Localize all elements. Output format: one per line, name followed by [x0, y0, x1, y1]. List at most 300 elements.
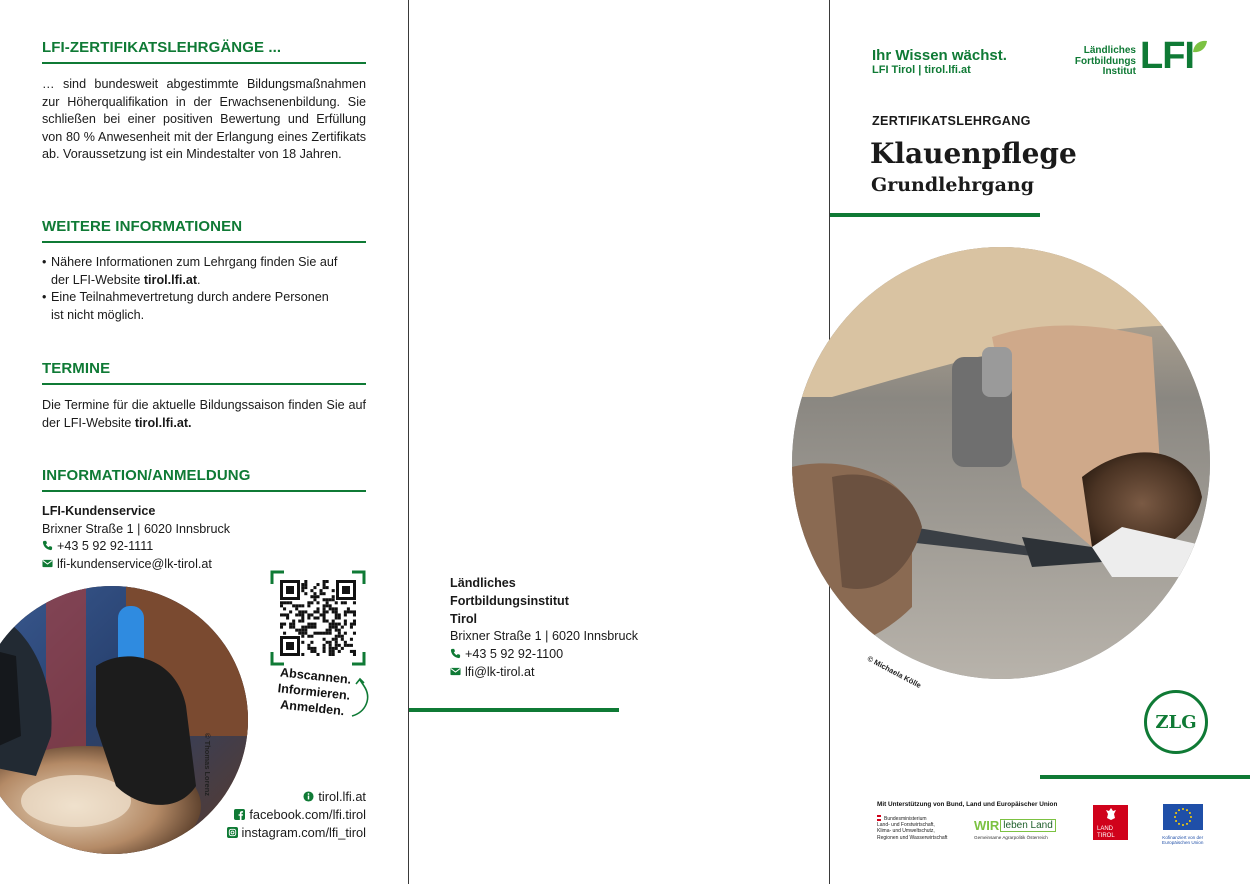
qr-module [338, 632, 341, 635]
social-links [227, 788, 366, 842]
qr-module [353, 623, 356, 626]
eu-star [1178, 809, 1180, 811]
qr-module [323, 604, 326, 607]
qr-module [310, 641, 313, 644]
qr-module [307, 644, 310, 647]
qr-module [301, 632, 304, 635]
wir-text: WIR [974, 817, 1000, 833]
institute-name-3: Tirol [450, 611, 478, 626]
qr-module [326, 610, 329, 613]
qr-module [301, 583, 304, 586]
qr-module [280, 623, 283, 626]
institute-mail-row[interactable] [450, 664, 638, 682]
qr-module [332, 595, 335, 598]
qr-module [280, 626, 283, 629]
qr-module [310, 635, 313, 638]
photo-credit-left: © Thomas Lorenz [203, 733, 212, 797]
bm-line-3: Klima- und Umweltschutz, [877, 828, 935, 835]
qr-module [313, 598, 316, 601]
qr-module [335, 641, 338, 644]
qr-module [335, 647, 338, 650]
info-bullet-2: • Eine Teilnahmevertretung durch andere Personen ist nicht möglich. [42, 289, 342, 324]
qr-module [313, 610, 316, 613]
qr-module [329, 629, 332, 632]
austria-flag-icon [877, 815, 881, 821]
qr-module [295, 604, 298, 607]
tirol-text: TIROL [1097, 832, 1115, 839]
bullet-1-end: . [197, 272, 201, 287]
qr-module [298, 632, 301, 635]
qr-module [344, 601, 347, 604]
qr-module [301, 626, 304, 629]
qr-module [326, 580, 329, 583]
qr-module [329, 623, 332, 626]
paragraph-zertifikatslehrgaenge: … sind bundesweit abgestimmte Bildungsmaßnahmen zur Höherqualifikation in der Erwachsenenbildung. Sie schließen bei einer positiven Bewertung und Erfüllung von 80 % Anwesenheit mit der Erlangung eines Zertifikats ab. Voraussetzung ist ein Mindestalter von 18 Jahren. [42, 77, 366, 162]
qr-module [326, 598, 329, 601]
termine-text: Die Termine für die aktuelle Bildungssaison finden Sie auf der LFI-Website [42, 398, 366, 430]
wir-wordmark [974, 817, 1056, 833]
qr-module [307, 623, 310, 626]
qr-module [338, 613, 341, 616]
qr-module [353, 601, 356, 604]
mail-icon [42, 558, 53, 569]
qr-module [307, 647, 310, 650]
qr-module [350, 610, 353, 613]
qr-module [353, 632, 356, 635]
qr-module [326, 620, 329, 623]
qr-module [353, 620, 356, 623]
qr-module [341, 601, 344, 604]
qr-module [332, 647, 335, 650]
eu-star [1174, 816, 1176, 818]
qr-module [323, 586, 326, 589]
qr-module [301, 610, 304, 613]
qr-module [316, 607, 319, 610]
qr-module [323, 616, 326, 619]
qr-module [301, 641, 304, 644]
termine-link[interactable]: tirol.lfi.at. [134, 415, 192, 430]
qr-module [344, 613, 347, 616]
qr-module [283, 623, 286, 626]
paragraph-termine [42, 397, 366, 432]
eu-star [1190, 816, 1192, 818]
qr-module [301, 629, 304, 632]
bullet-1-link[interactable]: tirol.lfi.at [143, 272, 198, 287]
website-text: tirol.lfi.at [318, 789, 366, 804]
eu-star [1178, 823, 1180, 825]
bm-flag-row [877, 815, 947, 822]
qr-module [323, 647, 326, 650]
qr-module [341, 635, 344, 638]
qr-module [292, 620, 295, 623]
bm-line-1: Bundesministerium [884, 816, 927, 822]
qr-module [316, 632, 319, 635]
eu-star [1189, 812, 1191, 814]
qr-module [301, 653, 304, 656]
qr-module [329, 632, 332, 635]
qr-module [326, 604, 329, 607]
qr-module [286, 613, 289, 616]
qr-module [353, 610, 356, 613]
qr-module [286, 601, 289, 604]
qr-module [347, 644, 350, 647]
eu-line-2: Europäischen Union [1162, 840, 1204, 846]
photo-hoof-nippers-illustration [792, 247, 1210, 679]
qr-module [316, 610, 319, 613]
facebook-link[interactable] [227, 806, 366, 824]
qr-module [326, 632, 329, 635]
qr-module [304, 626, 307, 629]
qr-module [292, 626, 295, 629]
qr-module [313, 616, 316, 619]
bm-logo [877, 815, 947, 841]
photo-hoof-trimming-knife [0, 586, 248, 854]
qr-module [332, 598, 335, 601]
qr-module [329, 598, 332, 601]
qr-module [295, 629, 298, 632]
qr-module [298, 629, 301, 632]
qr-module [310, 613, 313, 616]
qr-module [332, 620, 335, 623]
qr-module [344, 632, 347, 635]
lfi-logo [1068, 34, 1210, 80]
phone-icon [42, 540, 53, 551]
qr-call-to-action [272, 664, 357, 720]
instagram-link[interactable] [227, 824, 366, 842]
qr-module [310, 626, 313, 629]
qr-module [323, 644, 326, 647]
qr-module [341, 638, 344, 641]
qr-module [313, 595, 316, 598]
qr-module [353, 653, 356, 656]
qr-code[interactable] [270, 570, 366, 666]
qr-module [323, 583, 326, 586]
qr-module [283, 607, 286, 610]
qr-module [347, 607, 350, 610]
qr-module [304, 592, 307, 595]
qr-text-anmelden: Anmelden. [279, 697, 346, 719]
qr-module [286, 616, 289, 619]
qr-module [335, 626, 338, 629]
phone-icon [450, 648, 461, 659]
qr-module [329, 653, 332, 656]
qr-module [310, 589, 313, 592]
eu-star [1189, 820, 1191, 822]
lfi-address-block [450, 575, 638, 682]
qr-module [338, 650, 341, 653]
qr-module [310, 601, 313, 604]
qr-module [313, 623, 316, 626]
arrow-icon [348, 676, 374, 720]
photo-hoof-nippers [792, 247, 1210, 679]
qr-module [332, 653, 335, 656]
qr-module [344, 623, 347, 626]
institute-address: Brixner Straße 1 | 6020 Innsbruck [450, 629, 639, 644]
facebook-icon [234, 809, 245, 820]
qr-module [280, 604, 283, 607]
qr-text-abscannen: Abscannen. [279, 665, 352, 687]
title: Klauenpflege [870, 137, 1077, 170]
qr-text-informieren: Informieren. [277, 681, 351, 703]
support-text: Mit Unterstützung von Bund, Land und Europäischer Union [877, 801, 1058, 808]
qr-module [289, 623, 292, 626]
slogan-sub[interactable]: LFI Tirol | tirol.lfi.at [872, 64, 971, 76]
qr-module [353, 650, 356, 653]
qr-module [298, 610, 301, 613]
instagram-icon [227, 827, 238, 838]
qr-module [313, 626, 316, 629]
bm-line-2: Land- und Forstwirtschaft, [877, 822, 935, 829]
qr-module [347, 610, 350, 613]
eu-logo [1162, 804, 1203, 846]
qr-module [313, 586, 316, 589]
qr-module [307, 604, 310, 607]
qr-module [326, 629, 329, 632]
heading-zertifikatslehrgaenge: LFI-ZERTIFIKATSLEHRGÄNGE ... [42, 39, 366, 64]
qr-module [316, 601, 319, 604]
qr-module [329, 641, 332, 644]
institute-mail: lfi@lk-tirol.at [465, 664, 535, 679]
qr-module [323, 598, 326, 601]
qr-module [320, 592, 323, 595]
qr-module [329, 644, 332, 647]
kundenservice-contact [42, 503, 366, 573]
qr-module [316, 595, 319, 598]
fold-line-left [408, 0, 409, 884]
slogan: Ihr Wissen wächst. [872, 47, 1007, 64]
info-bullet-list [42, 254, 342, 324]
eu-star [1182, 824, 1184, 826]
land-text: LAND [1097, 826, 1114, 832]
qr-module [323, 592, 326, 595]
qr-module [307, 616, 310, 619]
land-tirol-logo [1093, 805, 1128, 840]
logo-mark: LFI [1140, 35, 1194, 77]
kundenservice-address: Brixner Straße 1 | 6020 Innsbruck [42, 521, 231, 536]
kicker: ZERTIFIKATSLEHRGANG [872, 114, 1031, 128]
heading-termine: TERMINE [42, 360, 366, 385]
qr-module [335, 601, 338, 604]
kundenservice-phone-row[interactable] [42, 538, 366, 556]
eu-flag-icon [1163, 804, 1203, 830]
qr-module [301, 620, 304, 623]
qr-module [338, 616, 341, 619]
qr-module [335, 610, 338, 613]
qr-module [329, 650, 332, 653]
qr-module [332, 638, 335, 641]
qr-module [332, 607, 335, 610]
leben-land-text: leben Land [1000, 819, 1056, 832]
qr-module [310, 650, 313, 653]
mail-icon [450, 666, 461, 677]
qr-module [326, 586, 329, 589]
qr-module [289, 626, 292, 629]
wir-leben-land-logo [974, 817, 1056, 840]
qr-module [301, 604, 304, 607]
qr-module [323, 613, 326, 616]
qr-module [301, 635, 304, 638]
title-underline [830, 213, 1040, 217]
qr-module [301, 589, 304, 592]
eu-star [1182, 808, 1184, 810]
qr-module [335, 635, 338, 638]
qr-module [329, 647, 332, 650]
qr-module [332, 623, 335, 626]
qr-module [292, 623, 295, 626]
logo-line-2: Fortbildungs [1074, 55, 1136, 67]
qr-module [323, 620, 326, 623]
info-icon [303, 791, 314, 802]
qr-module [350, 644, 353, 647]
qr-module [335, 613, 338, 616]
photo-hoof-knife-illustration [0, 586, 248, 854]
qr-module [301, 613, 304, 616]
qr-module [326, 601, 329, 604]
qr-module [313, 592, 316, 595]
kundenservice-phone: +43 5 92 92-1111 [57, 539, 154, 554]
qr-module [350, 638, 353, 641]
bullet-1-text: Nähere Informationen zum Lehrgang finden Sie auf der LFI-Website [51, 255, 338, 287]
qr-module [326, 641, 329, 644]
qr-module [338, 635, 341, 638]
qr-module [338, 629, 341, 632]
subtitle: Grundlehrgang [871, 174, 1034, 196]
institute-name-1: Ländliches [450, 576, 516, 590]
qr-module [323, 580, 326, 583]
instagram-text: instagram.com/lfi_tirol [241, 825, 366, 840]
qr-module [320, 613, 323, 616]
qr-module [350, 623, 353, 626]
qr-module [298, 613, 301, 616]
logo-line-3: Institut [1102, 66, 1136, 77]
qr-module [350, 626, 353, 629]
eu-star [1186, 809, 1188, 811]
qr-module [320, 632, 323, 635]
qr-module [304, 632, 307, 635]
qr-module [332, 626, 335, 629]
photo-credit-right: © Michaela Kölle [865, 654, 923, 690]
qr-module [298, 604, 301, 607]
qr-module [304, 586, 307, 589]
bullet-2-text: Eine Teilnahmevertretung durch andere Personen ist nicht möglich. [51, 290, 329, 322]
qr-module [283, 601, 286, 604]
qr-module [304, 580, 307, 583]
qr-module [350, 650, 353, 653]
zlg-text: ZLG [1155, 711, 1197, 733]
qr-module [329, 604, 332, 607]
qr-module [335, 607, 338, 610]
qr-module [304, 583, 307, 586]
qr-module [344, 610, 347, 613]
qr-module [335, 638, 338, 641]
middle-divider [409, 708, 619, 712]
qr-module [353, 613, 356, 616]
zlg-badge [1144, 690, 1208, 754]
qr-module [335, 644, 338, 647]
qr-module [301, 586, 304, 589]
qr-module [310, 623, 313, 626]
institute-phone: +43 5 92 92-1100 [465, 647, 564, 662]
qr-module [341, 626, 344, 629]
facebook-text: facebook.com/lfi.tirol [249, 807, 366, 822]
qr-module [344, 641, 347, 644]
eu-line-1: Kofinanziert von der [1162, 835, 1204, 840]
qr-module [329, 607, 332, 610]
qr-module [295, 607, 298, 610]
qr-module [323, 650, 326, 653]
qr-module [310, 595, 313, 598]
website-link[interactable] [227, 788, 366, 806]
qr-module [313, 650, 316, 653]
qr-module [335, 623, 338, 626]
tirol-eagle-icon [1106, 808, 1116, 820]
eu-star [1175, 820, 1177, 822]
qr-module [310, 647, 313, 650]
qr-module [323, 607, 326, 610]
qr-module [298, 620, 301, 623]
qr-module [316, 583, 319, 586]
heading-weitere-informationen: WEITERE INFORMATIONEN [42, 218, 366, 243]
qr-module [323, 610, 326, 613]
qr-module [295, 613, 298, 616]
qr-module [344, 644, 347, 647]
qr-module [341, 647, 344, 650]
heading-information-anmeldung: INFORMATION/ANMELDUNG [42, 467, 366, 492]
qr-module [307, 635, 310, 638]
institute-phone-row[interactable] [450, 646, 638, 664]
qr-module [335, 629, 338, 632]
qr-module [320, 589, 323, 592]
qr-module [307, 626, 310, 629]
qr-module [316, 653, 319, 656]
qr-module [332, 589, 335, 592]
qr-module [332, 650, 335, 653]
qr-module [292, 604, 295, 607]
qr-module [323, 638, 326, 641]
qr-module [332, 610, 335, 613]
qr-module [304, 610, 307, 613]
bottom-divider [1040, 775, 1250, 779]
qr-module [280, 613, 283, 616]
qr-module [316, 616, 319, 619]
kundenservice-mail: lfi-kundenservice@lk-tirol.at [57, 556, 212, 571]
logo-line-1: Ländliches [1083, 45, 1136, 56]
qr-module [323, 632, 326, 635]
qr-module [280, 601, 283, 604]
qr-module [344, 620, 347, 623]
qr-module [313, 632, 316, 635]
qr-module [289, 610, 292, 613]
institute-name-2: Fortbildungsinstitut [450, 593, 569, 608]
qr-code-graphic [270, 570, 366, 666]
qr-module [335, 616, 338, 619]
eu-star [1175, 812, 1177, 814]
logo-wordmark [1075, 46, 1136, 78]
kundenservice-name: LFI-Kundenservice [42, 504, 156, 518]
qr-module [301, 616, 304, 619]
leaf-icon [1192, 39, 1208, 55]
qr-module [313, 647, 316, 650]
qr-module [304, 629, 307, 632]
qr-module [338, 644, 341, 647]
eu-star [1186, 823, 1188, 825]
qr-module [283, 632, 286, 635]
qr-module [307, 613, 310, 616]
wir-subtitle: Gemeinsame Agrarpolitik Österreich [974, 835, 1048, 840]
qr-module [289, 601, 292, 604]
qr-module [338, 623, 341, 626]
info-bullet-1: • Nähere Informationen zum Lehrgang finden Sie auf der LFI-Website tirol.lfi.at. [42, 255, 338, 287]
